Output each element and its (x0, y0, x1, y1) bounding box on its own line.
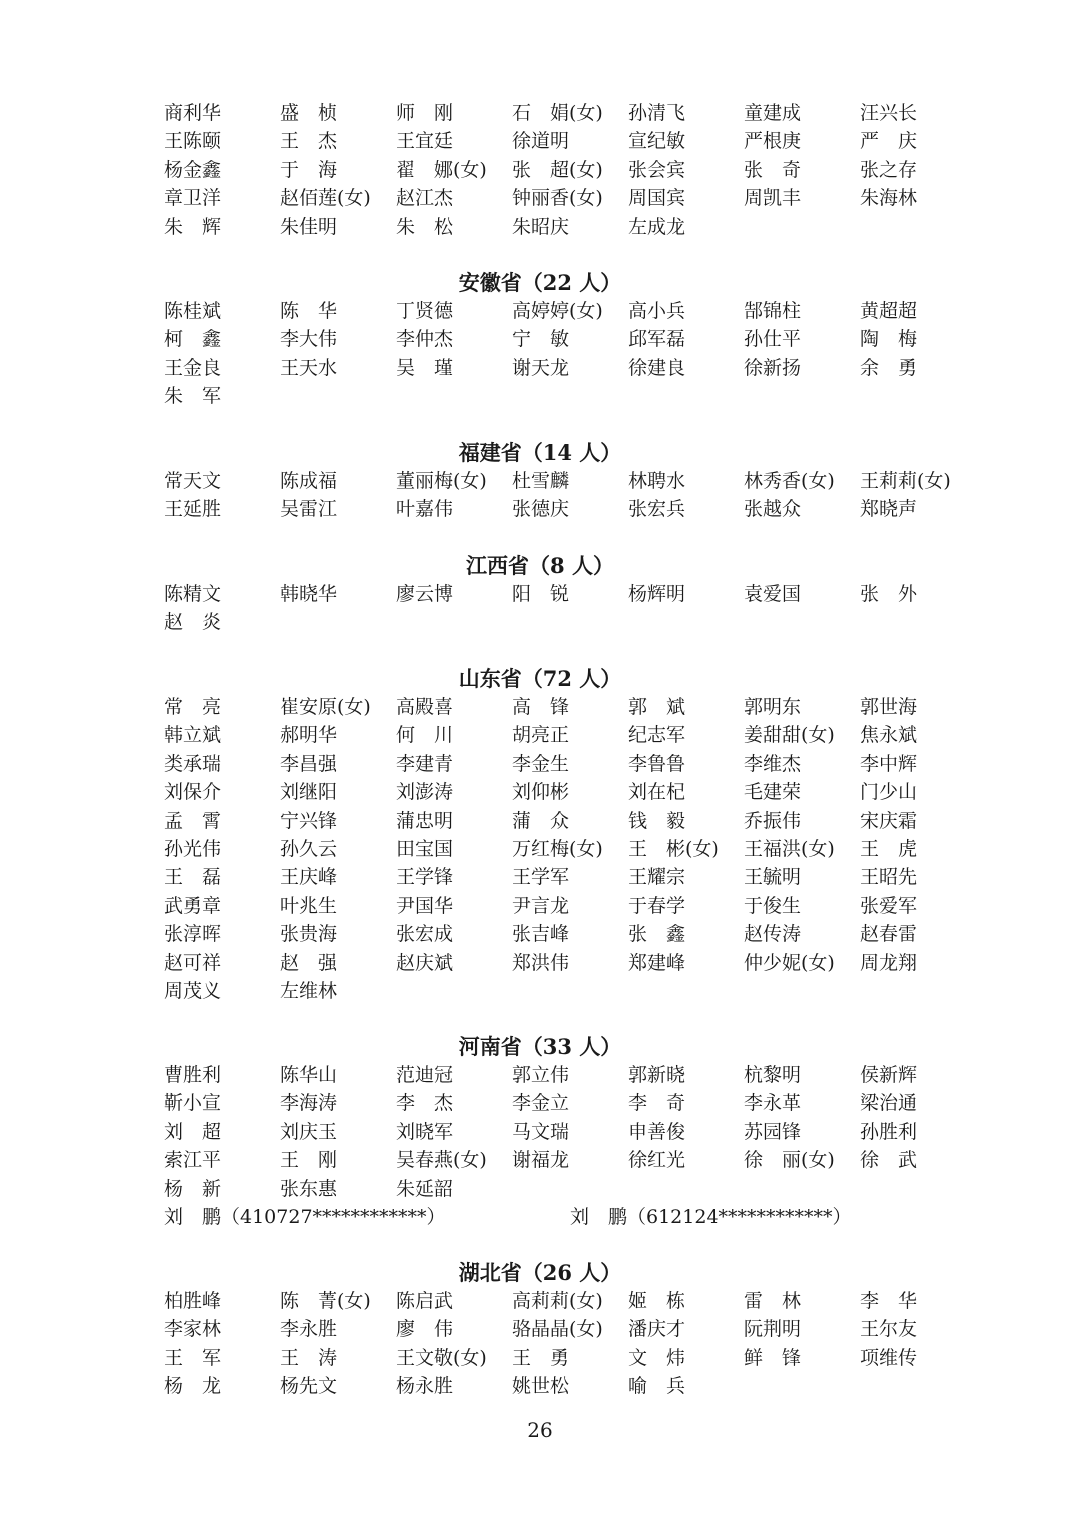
name-row (0, 156, 1080, 184)
name-row (0, 1118, 1080, 1146)
name-cell: 周茂义 (164, 980, 222, 1002)
name-cell: 左维林 (280, 980, 338, 1002)
name-row (0, 807, 1080, 835)
name-cell: 柯 鑫 (164, 328, 222, 351)
name-cell: 刘 超 (164, 1120, 222, 1143)
name-cell: 师 刚 (396, 102, 454, 124)
name-cell: 索江平 (164, 1149, 222, 1172)
name-cell: 姚世松 (512, 1375, 570, 1398)
name-cell: 朱 松 (396, 215, 454, 238)
name-cell: 王莉莉(女) (860, 470, 951, 492)
name-cell: 孙久云 (280, 838, 338, 860)
name-cell: 郭立伟 (512, 1064, 570, 1086)
name-cell: 王天水 (280, 356, 338, 379)
name-cell: 林聘水 (628, 470, 686, 492)
name-row (0, 863, 1080, 891)
name-cell: 田宝国 (396, 838, 454, 860)
name-cell: 汪兴长 (860, 102, 918, 124)
name-cell: 李永胜 (280, 1318, 338, 1341)
name-cell: 徐红光 (628, 1149, 686, 1172)
name-row (0, 892, 1080, 920)
name-row (0, 721, 1080, 749)
name-cell: 郭 斌 (628, 696, 686, 718)
name-cell: 张贵海 (280, 923, 338, 946)
name-row (0, 1344, 1080, 1372)
section-heading: 河南省（33 人） (458, 1034, 622, 1059)
name-cell: 盛 桢 (280, 102, 338, 124)
name-cell: 左成龙 (628, 215, 686, 238)
name-cell: 崔安原(女) (280, 696, 371, 718)
name-row (0, 127, 1080, 155)
name-cell: 尹言龙 (512, 894, 570, 917)
name-cell: 王 磊 (164, 866, 222, 889)
section-heading: 湖北省（26 人） (458, 1260, 622, 1285)
name-cell: 陈华山 (280, 1064, 338, 1086)
name-cell: 柏胜峰 (164, 1290, 222, 1312)
name-cell: 赵庆斌 (396, 951, 454, 974)
name-cell: 陈 华 (280, 300, 338, 322)
name-cell: 马文瑞 (512, 1120, 570, 1143)
name-cell: 徐新扬 (744, 356, 802, 379)
name-cell: 朱佳明 (280, 215, 338, 238)
name-cell: 张吉峰 (512, 923, 570, 946)
name-row (0, 1089, 1080, 1117)
name-cell: 王文敬(女) (396, 1346, 487, 1369)
name-cell: 孙仕平 (744, 328, 802, 351)
name-cell: 刘保介 (164, 781, 222, 804)
name-cell: 石 娟(女) (512, 102, 603, 124)
name-cell: 徐 丽(女) (744, 1149, 835, 1172)
name-row (0, 1372, 1080, 1400)
name-cell: 高婷婷(女) (512, 300, 603, 322)
name-cell: 袁爱国 (744, 583, 802, 605)
name-cell: 杨金鑫 (164, 158, 222, 181)
name-cell: 赵传涛 (744, 923, 802, 946)
name-cell: 焦永斌 (860, 724, 918, 747)
name-cell: 张德庆 (512, 498, 570, 521)
name-cell: 于俊生 (744, 894, 802, 917)
name-cell: 朱海林 (860, 187, 918, 210)
name-cell: 徐道明 (512, 130, 570, 153)
name-cell: 于 海 (280, 158, 338, 181)
name-cell: 类承瑞 (164, 752, 222, 775)
name-cell: 严 庆 (860, 130, 918, 153)
name-cell: 宁 敏 (512, 328, 570, 351)
name-cell: 余 勇 (860, 356, 918, 379)
name-cell: 王尔友 (860, 1318, 918, 1341)
name-cell: 钱 毅 (628, 809, 686, 832)
name-cell: 张淳晖 (164, 923, 222, 946)
name-row (0, 495, 1080, 523)
name-cell: 廖 伟 (396, 1318, 454, 1341)
name-cell: 张 外 (860, 583, 918, 605)
name-cell: 朱昭庆 (512, 215, 570, 238)
name-cell: 李中辉 (860, 752, 918, 775)
name-cell: 张宏成 (396, 923, 454, 946)
name-cell: 郭新晓 (628, 1064, 686, 1086)
name-cell: 郭明东 (744, 696, 802, 718)
name-row (0, 1175, 1080, 1203)
name-row (0, 977, 1080, 1005)
name-cell: 郑建峰 (628, 951, 686, 974)
name-cell: 高 锋 (512, 696, 570, 718)
name-cell: 苏园锋 (744, 1120, 802, 1143)
name-cell: 申善俊 (628, 1120, 686, 1143)
name-cell: 门少山 (860, 781, 918, 804)
name-row (0, 1287, 1080, 1315)
name-cell: 叶兆生 (280, 894, 338, 917)
name-cell: 常 亮 (164, 696, 222, 718)
name-cell: 杨辉明 (628, 583, 686, 605)
name-cell: 陈精文 (164, 583, 222, 605)
name-row (0, 608, 1080, 636)
name-cell: 李维杰 (744, 752, 802, 775)
name-cell: 尹国华 (396, 894, 454, 917)
section-heading: 安徽省（22 人） (458, 270, 622, 295)
name-cell: 王金良 (164, 356, 222, 379)
name-row (0, 949, 1080, 977)
name-cell: 刘庆玉 (280, 1120, 338, 1143)
name-cell: 张 鑫 (628, 923, 686, 946)
page-number: 26 (527, 1418, 553, 1442)
name-cell: 吴春燕(女) (396, 1149, 487, 1172)
section-heading: 江西省（8 人） (466, 553, 614, 578)
name-row (0, 297, 1080, 325)
name-cell: 赵春雷 (860, 923, 918, 946)
name-cell: 张爱军 (860, 894, 918, 917)
name-cell: 韩立斌 (164, 724, 222, 747)
name-cell: 范迪冠 (396, 1064, 454, 1086)
name-cell: 刘澎涛 (396, 781, 454, 804)
name-cell: 林秀香(女) (744, 470, 835, 492)
name-cell: 王昭先 (860, 866, 918, 889)
name-row (0, 1315, 1080, 1343)
name-cell: 乔振伟 (744, 809, 802, 832)
name-cell: 李 华 (860, 1290, 918, 1312)
name-cell: 周龙翔 (860, 951, 918, 974)
name-cell: 周国宾 (628, 187, 686, 210)
name-cell: 张会宾 (628, 158, 686, 181)
name-cell: 何 川 (396, 724, 454, 747)
name-cell: 赵佰莲(女) (280, 187, 371, 210)
name-cell: 王陈颐 (164, 130, 222, 153)
name-cell: 郑洪伟 (512, 951, 570, 974)
name-cell: 丁贤德 (396, 300, 454, 322)
name-cell: 张越众 (744, 498, 802, 521)
name-cell: 李金生 (512, 752, 570, 775)
name-cell: 刘晓军 (396, 1120, 454, 1143)
name-cell: 郭世海 (860, 696, 918, 718)
name-cell: 陈启武 (396, 1290, 454, 1312)
name-cell: 赵 强 (280, 951, 338, 974)
name-cell: 王 虎 (860, 838, 918, 860)
name-cell: 李大伟 (280, 328, 338, 351)
name-cell: 杭黎明 (744, 1064, 802, 1086)
name-cell: 高殿喜 (396, 696, 454, 718)
name-cell: 王学锋 (396, 866, 454, 889)
name-cell: 王 勇 (512, 1346, 570, 1369)
name-cell: 王庆峰 (280, 866, 338, 889)
name-cell: 王 杰 (280, 130, 338, 153)
name-cell: 刘仰彬 (512, 781, 570, 804)
name-cell: 杨先文 (280, 1375, 338, 1398)
name-cell: 毛建荣 (744, 781, 802, 804)
name-cell: 徐 武 (860, 1149, 918, 1172)
name-cell: 侯新辉 (860, 1064, 918, 1086)
name-cell: 李仲杰 (396, 328, 454, 351)
name-with-id: 刘 鹏（410727************） (164, 1206, 446, 1228)
name-cell: 郝明华 (280, 724, 338, 747)
name-cell: 李建青 (396, 752, 454, 775)
name-cell: 孙胜利 (860, 1120, 918, 1143)
name-cell: 曹胜利 (164, 1064, 222, 1086)
name-cell: 宋庆霜 (860, 809, 918, 832)
name-cell: 纪志军 (628, 724, 686, 747)
name-cell: 商利华 (164, 102, 222, 124)
name-cell: 李鲁鲁 (628, 752, 686, 775)
name-cell: 董丽梅(女) (396, 470, 487, 492)
name-cell: 吴雷江 (280, 498, 338, 521)
name-cell: 张东惠 (280, 1177, 338, 1200)
name-cell: 王 彬(女) (628, 838, 719, 860)
name-cell: 陈 菁(女) (280, 1290, 371, 1312)
name-cell: 张之存 (860, 158, 918, 181)
name-cell: 项维传 (860, 1346, 918, 1369)
name-cell: 叶嘉伟 (396, 498, 454, 521)
name-cell: 蒲 众 (512, 809, 570, 832)
name-cell: 徐建良 (628, 356, 686, 379)
name-cell: 李永革 (744, 1092, 802, 1115)
name-cell: 赵可祥 (164, 951, 222, 974)
name-cell: 张 奇 (744, 158, 802, 181)
name-cell: 喻 兵 (628, 1375, 686, 1398)
name-cell: 李金立 (512, 1092, 570, 1115)
name-cell: 章卫洋 (164, 187, 222, 210)
section-heading: 山东省（72 人） (458, 666, 622, 691)
name-cell: 王毓明 (744, 866, 802, 889)
name-cell: 赵 炎 (164, 611, 222, 634)
name-cell: 童建成 (744, 102, 802, 124)
name-cell: 高莉莉(女) (512, 1290, 603, 1312)
name-row (0, 213, 1080, 241)
name-cell: 谢福龙 (512, 1149, 570, 1172)
name-cell: 万红梅(女) (512, 838, 603, 860)
name-row (0, 580, 1080, 608)
name-cell: 文 炜 (628, 1346, 686, 1369)
name-cell: 严根庚 (744, 130, 802, 153)
name-cell: 骆晶晶(女) (512, 1318, 603, 1341)
name-cell: 阳 锐 (512, 583, 570, 605)
name-cell: 胡亮正 (512, 724, 570, 747)
name-cell: 赵江杰 (396, 187, 454, 210)
name-row (0, 835, 1080, 863)
name-cell: 梁治通 (860, 1092, 918, 1115)
name-cell: 钟丽香(女) (512, 187, 603, 210)
name-cell: 谢天龙 (512, 356, 570, 379)
name-cell: 王 涛 (280, 1346, 338, 1369)
name-cell: 王耀宗 (628, 866, 686, 889)
name-cell: 杜雪麟 (512, 470, 570, 492)
name-cell: 王学军 (512, 866, 570, 889)
name-row (0, 354, 1080, 382)
name-row (0, 99, 1080, 127)
name-cell: 杨永胜 (396, 1375, 454, 1398)
name-cell: 邱军磊 (628, 328, 686, 351)
name-row (0, 778, 1080, 806)
name-cell: 仲少妮(女) (744, 951, 835, 974)
name-cell: 翟 娜(女) (396, 158, 487, 181)
name-row (0, 1146, 1080, 1174)
name-cell: 朱 军 (164, 385, 222, 408)
name-row (0, 750, 1080, 778)
name-cell: 孟 霄 (164, 809, 222, 832)
name-with-id: 刘 鹏（612124************） (570, 1206, 852, 1228)
name-cell: 鲜 锋 (744, 1346, 802, 1369)
name-cell: 朱延韶 (396, 1177, 454, 1200)
name-cell: 雷 林 (744, 1290, 802, 1312)
name-cell: 刘在杞 (628, 781, 686, 804)
name-cell: 廖云博 (396, 583, 454, 605)
name-cell: 孙光伟 (164, 838, 222, 860)
name-cell: 郜锦柱 (744, 300, 802, 322)
name-cell: 刘继阳 (280, 781, 338, 804)
name-row (0, 1061, 1080, 1089)
name-cell: 李昌强 (280, 752, 338, 775)
name-row (0, 184, 1080, 212)
name-cell: 常天文 (164, 470, 222, 492)
name-cell: 孙清飞 (628, 102, 686, 124)
name-cell: 王福洪(女) (744, 838, 835, 860)
name-cell: 高小兵 (628, 300, 686, 322)
name-cell: 朱 辉 (164, 215, 222, 238)
name-cell: 宁兴锋 (280, 809, 338, 832)
name-row (0, 920, 1080, 948)
name-row (0, 693, 1080, 721)
name-cell: 王 军 (164, 1346, 222, 1369)
name-cell: 王延胜 (164, 498, 222, 521)
name-cell: 陈成福 (280, 470, 338, 492)
name-cell: 张 超(女) (512, 158, 603, 181)
name-row (0, 467, 1080, 495)
name-cell: 阮荆明 (744, 1318, 802, 1341)
name-cell: 于春学 (628, 894, 686, 917)
name-cell: 杨 新 (164, 1177, 222, 1200)
name-cell: 姬 栋 (628, 1290, 686, 1312)
name-cell: 周凯丰 (744, 187, 802, 210)
name-cell: 杨 龙 (164, 1375, 222, 1398)
name-cell: 陶 梅 (860, 328, 918, 351)
name-cell: 韩晓华 (280, 583, 338, 605)
name-cell: 李海涛 (280, 1092, 338, 1115)
name-cell: 陈桂斌 (164, 300, 222, 322)
name-cell: 靳小宣 (164, 1092, 222, 1115)
name-cell: 李 杰 (396, 1092, 454, 1115)
name-cell: 吴 瑾 (396, 356, 454, 379)
name-cell: 蒲忠明 (396, 809, 454, 832)
name-cell: 黄超超 (860, 300, 918, 322)
section-heading: 福建省（14 人） (458, 440, 622, 465)
name-cell: 潘庆才 (628, 1318, 686, 1341)
name-cell: 李 奇 (628, 1092, 686, 1115)
name-row (0, 325, 1080, 353)
name-cell: 郑晓声 (860, 498, 918, 521)
name-cell: 李家林 (164, 1318, 222, 1341)
name-row (0, 382, 1080, 410)
name-cell: 宣纪敏 (628, 130, 686, 153)
name-cell: 王宜廷 (396, 130, 454, 153)
name-cell: 姜甜甜(女) (744, 724, 835, 747)
name-cell: 武勇章 (164, 894, 222, 917)
name-cell: 王 刚 (280, 1149, 338, 1172)
name-cell: 张宏兵 (628, 498, 686, 521)
